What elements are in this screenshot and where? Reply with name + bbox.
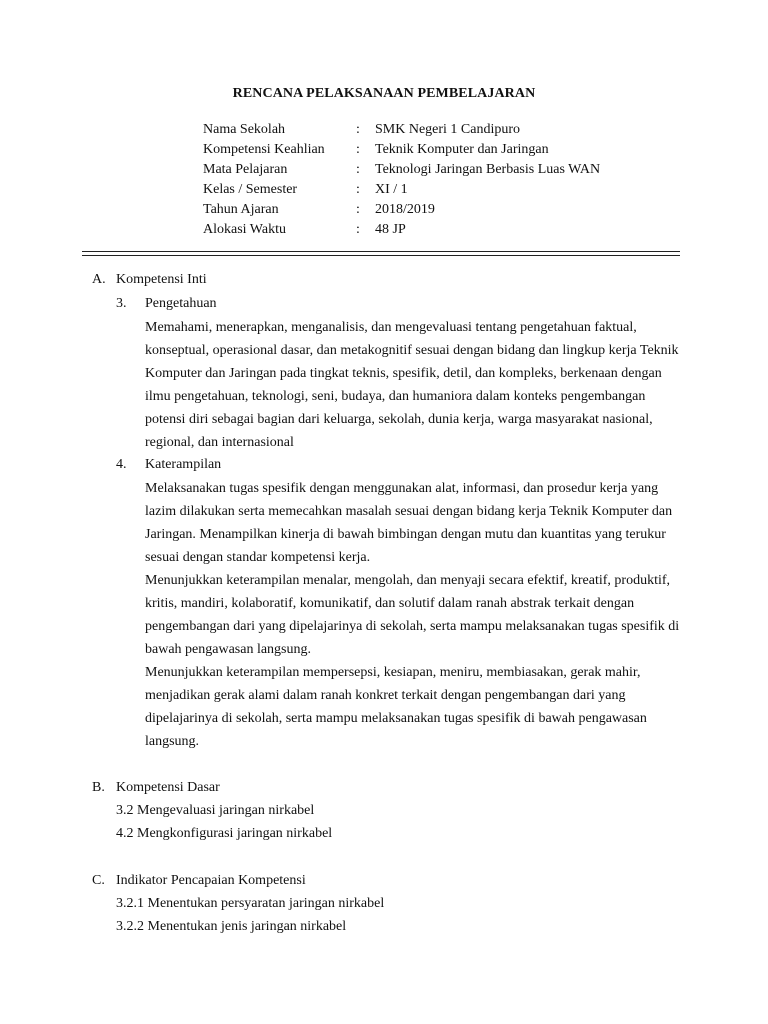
- paragraph-text: Melaksanakan tugas spesifik dengan menggunakan alat, informasi, dan prosedur kerja yang lazim dilakukan serta memecahkan masalah sesuai dengan bidang kerja Teknik Komputer dan Jaringan. Menampilkan kinerja di bawah bimbingan dengan mutu dan kuantitas yang terukur sesuai dengan standar kompetensi kerja.: [145, 481, 673, 565]
- header-divider-top: [82, 251, 680, 252]
- identity-colon: :: [356, 182, 360, 197]
- paragraph-text: Memahami, menerapkan, menganalisis, dan mengevaluasi tentang pengetahuan faktual, konseptual, operasional dasar, dan metakognitif sesuai dengan bidang dan lingkup kerja Teknik Komputer dan Jaringan pada tingkat teknis, spesifik, detil, dan kompleks, berkenaan dengan ilmu pengetahuan, teknologi, seni, budaya, dan humaniora dalam konteks pengembangan potensi diri sebagai bagian dari keluarga, sekolah, dunia kerja, warga masyarakat nasional, regional, dan internasional: [145, 320, 679, 450]
- identity-label: Nama Sekolah: [203, 122, 286, 137]
- identity-value: Teknik Komputer dan Jaringan: [375, 142, 549, 157]
- identity-colon: :: [356, 162, 360, 177]
- identity-row-school: [203, 120, 600, 140]
- section-title: Kompetensi Dasar: [116, 780, 220, 795]
- section-title: Indikator Pencapaian Kompetensi: [116, 873, 306, 888]
- identity-row-competency: [203, 140, 600, 160]
- identity-label: Mata Pelajaran: [203, 162, 288, 177]
- paragraph-text: Menunjukkan keterampilan menalar, mengolah, dan menyaji secara efektif, kreatif, produktif, kritis, mandiri, kolaboratif, komunikatif, dan solutif dalam ranah abstrak terkait dengan pengembangan dari yang dipelajarinya di sekolah, serta mampu melaksanakan tugas spesifik di bawah pengawasan langsung.: [145, 573, 680, 657]
- identity-row-subject: [203, 160, 600, 180]
- section-letter: B.: [92, 780, 105, 795]
- section-title: Kompetensi Inti: [116, 272, 207, 287]
- identity-label: Alokasi Waktu: [203, 222, 286, 237]
- identity-row-year: [203, 200, 600, 220]
- subsection-title: Pengetahuan: [145, 296, 217, 311]
- list-item: 3.2.1 Menentukan persyaratan jaringan nirkabel: [116, 896, 385, 911]
- section-letter: A.: [92, 272, 106, 287]
- subsection-title: Katerampilan: [145, 457, 222, 472]
- paragraph-text: Menunjukkan keterampilan mempersepsi, kesiapan, meniru, membiasakan, gerak mahir, menjadikan gerak alami dalam ranah konkret terkait dengan pengembangan dari yang dipelajarinya di sekolah, serta mampu melaksanakan tugas spesifik di bawah pengawasan langsung.: [145, 665, 647, 749]
- identity-colon: :: [356, 142, 360, 157]
- identity-value: XI / 1: [375, 182, 408, 197]
- pengetahuan-paragraph: [145, 316, 685, 454]
- identity-colon: :: [356, 222, 360, 237]
- list-item: 3.2.2 Menentukan jenis jaringan nirkabel: [116, 919, 347, 934]
- header-divider-bottom: [82, 255, 680, 256]
- document-title: RENCANA PELAKSANAAN PEMBELAJARAN: [232, 86, 536, 101]
- identity-value: 48 JP: [375, 222, 406, 237]
- identity-label: Kelas / Semester: [203, 182, 298, 197]
- subsection-number: 3.: [116, 296, 127, 311]
- subsection-number: 4.: [116, 457, 127, 472]
- section-letter: C.: [92, 873, 105, 888]
- identity-colon: :: [356, 122, 360, 137]
- identity-colon: :: [356, 202, 360, 217]
- identity-value: 2018/2019: [375, 202, 435, 217]
- identity-label: Tahun Ajaran: [203, 202, 279, 217]
- identity-label: Kompetensi Keahlian: [203, 142, 325, 157]
- identity-value: Teknologi Jaringan Berbasis Luas WAN: [375, 162, 601, 177]
- list-item: 4.2 Mengkonfigurasi jaringan nirkabel: [116, 826, 333, 841]
- identity-row-class: [203, 180, 600, 200]
- list-item: 3.2 Mengevaluasi jaringan nirkabel: [116, 803, 315, 818]
- identity-row-time: [203, 220, 600, 240]
- identity-table: [203, 120, 600, 240]
- keterampilan-paragraphs: [145, 477, 685, 753]
- identity-value: SMK Negeri 1 Candipuro: [375, 122, 521, 137]
